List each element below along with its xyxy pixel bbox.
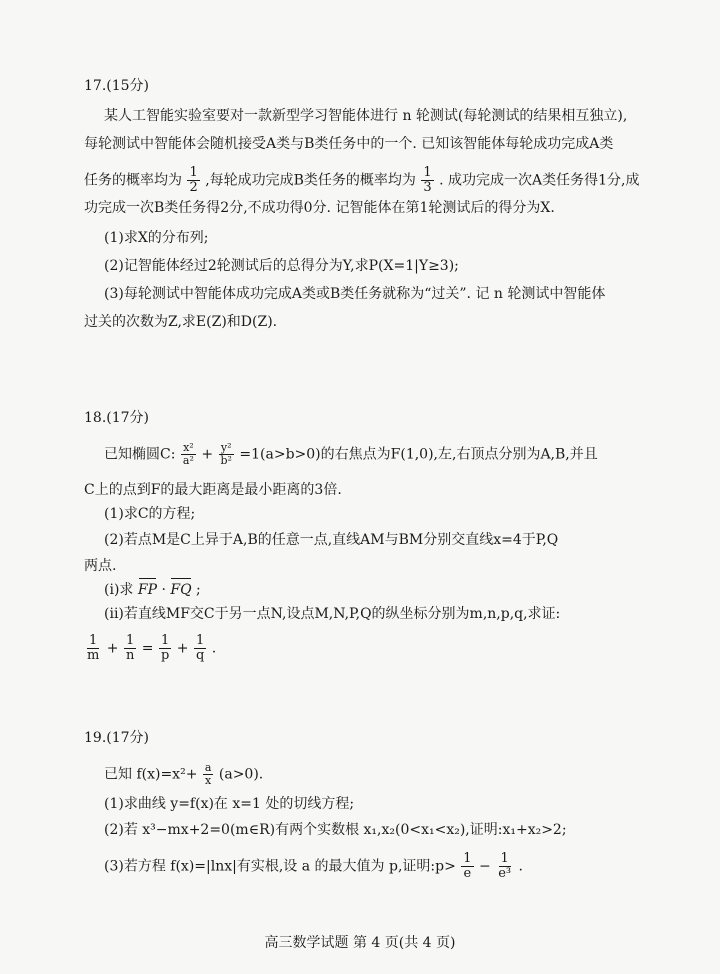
frac-den: m [87,648,100,663]
frac-den: a² [182,454,194,467]
fraction-y2-b2 [219,442,234,467]
frac-den: q [195,648,205,663]
q18-part2-i-pre: (i)求 [104,582,134,598]
frac-den: 2 [189,180,198,195]
frac-num: 1 [89,633,98,648]
vector-fq: FQ [170,578,191,600]
q17-line3-text-c: . 成功完成一次A类任务得1分,成 [439,172,640,189]
q19-line1 [104,762,664,787]
period: . [211,640,217,657]
frac-num: 1 [195,633,205,648]
minus-sign: − [479,858,491,875]
frac-num: 1 [463,851,472,866]
frac-den: x [205,774,212,787]
q17-part1: (1)求X的分布列; [104,230,209,246]
q17-line3 [84,166,644,195]
q17-line4: 功完成一次B类任务得2分,不成功得0分. 记智能体在第1轮测试后的得分为X. [84,200,555,216]
frac-num: 1 [500,851,509,866]
q17-line3-text-b: ,每轮成功完成B类任务的概率均为 [205,172,416,189]
fraction-1-e3 [496,852,513,881]
frac-num: 1 [126,633,135,648]
fraction-one-third [421,166,433,195]
frac-den: p [160,648,170,663]
fraction-one-half [187,166,199,195]
q17-line1: 某人工智能实验室要对一款新型学习智能体进行 n 轮测试(每轮测试的结果相互独立), [104,108,628,124]
frac-den: n [125,648,135,663]
q19-line1-text-a: 已知 f(x)=x²+ [104,766,198,783]
equals-sign: = [141,640,154,657]
plus-sign: + [176,640,189,657]
q18-line2: C上的点到F的最大距离是最小距离的3倍. [84,482,342,498]
q18-part2-i-post: ; [196,582,201,598]
fraction-1-e [461,852,473,881]
q17-line3-text-a: 任务的概率均为 [84,172,182,189]
fraction-1-q [194,634,206,663]
q19-line1-text-b: (a>0). [218,766,264,783]
q18-part1: (1)求C的方程; [104,506,196,522]
q17-line2: 每轮测试中智能体会随机接受A类与B类任务中的一个. 已知该智能体每轮成功完成A类 [84,136,614,152]
q18-part2-ii: (ii)若直线MF交C于另一点N,设点M,N,P,Q的纵坐标分别为m,n,p,q,求证: [104,606,561,622]
frac-den: 3 [423,180,432,195]
q18-part2-cont: 两点. [84,558,117,574]
fraction-x2-a2 [181,442,196,467]
q19-heading: 19.(17分) [84,730,150,746]
q19-part2: (2)若 x³−mx+2=0(m∈R)有两个实数根 x₁,x₂(0<x₁<x₂),证明:x₁+x₂>2; [104,822,567,838]
frac-num: a [204,761,212,774]
q17-part3-cont: 过关的次数为Z,求E(Z)和D(Z). [84,314,278,330]
period: . [518,858,523,875]
q18-line1-text-a: 已知椭圆C: [104,446,176,463]
q18-line1 [104,442,664,467]
q18-line1-text-b: =1(a>b>0)的右焦点为F(1,0),左,右顶点分别为A,B,并且 [239,446,598,463]
frac-den: e [463,866,472,881]
q18-part2: (2)若点M是C上异于A,B的任意一点,直线AM与BM分别交直线x=4于P,Q [104,532,559,548]
q18-part2-i [104,578,664,600]
plus-sign: + [106,640,119,657]
frac-num: y² [220,441,232,454]
plus-sign: + [201,446,214,463]
q19-part1: (1)求曲线 y=f(x)在 x=1 处的切线方程; [104,796,355,812]
q19-part3 [104,852,664,881]
frac-num: x² [183,441,194,454]
frac-num: 1 [423,165,432,180]
frac-den: b² [220,454,232,467]
fraction-1-n [124,634,136,663]
q18-equation [84,634,644,663]
q19-part3-text: (3)若方程 f(x)=|lnx|有实根,设 a 的最大值为 p,证明:p> [104,858,456,875]
q17-part3: (3)每轮测试中智能体成功完成A类或B类任务就称为“过关”. 记 n 轮测试中智能体 [104,286,606,302]
dot-operator: · [161,582,171,598]
vector-fp: FP [138,578,157,600]
page-footer: 高三数学试题 第 4 页(共 4 页) [264,935,456,951]
q17-part2: (2)记智能体经过2轮测试后的总得分为Y,求P(X=1|Y≥3); [104,258,459,274]
fraction-1-m [85,634,101,663]
frac-num: 1 [161,633,170,648]
fraction-1-p [159,634,171,663]
frac-den: e³ [498,866,512,881]
fraction-a-x [203,762,214,787]
frac-num: 1 [189,165,198,180]
q18-heading: 18.(17分) [84,410,150,426]
q17-heading: 17.(15分) [84,78,150,94]
